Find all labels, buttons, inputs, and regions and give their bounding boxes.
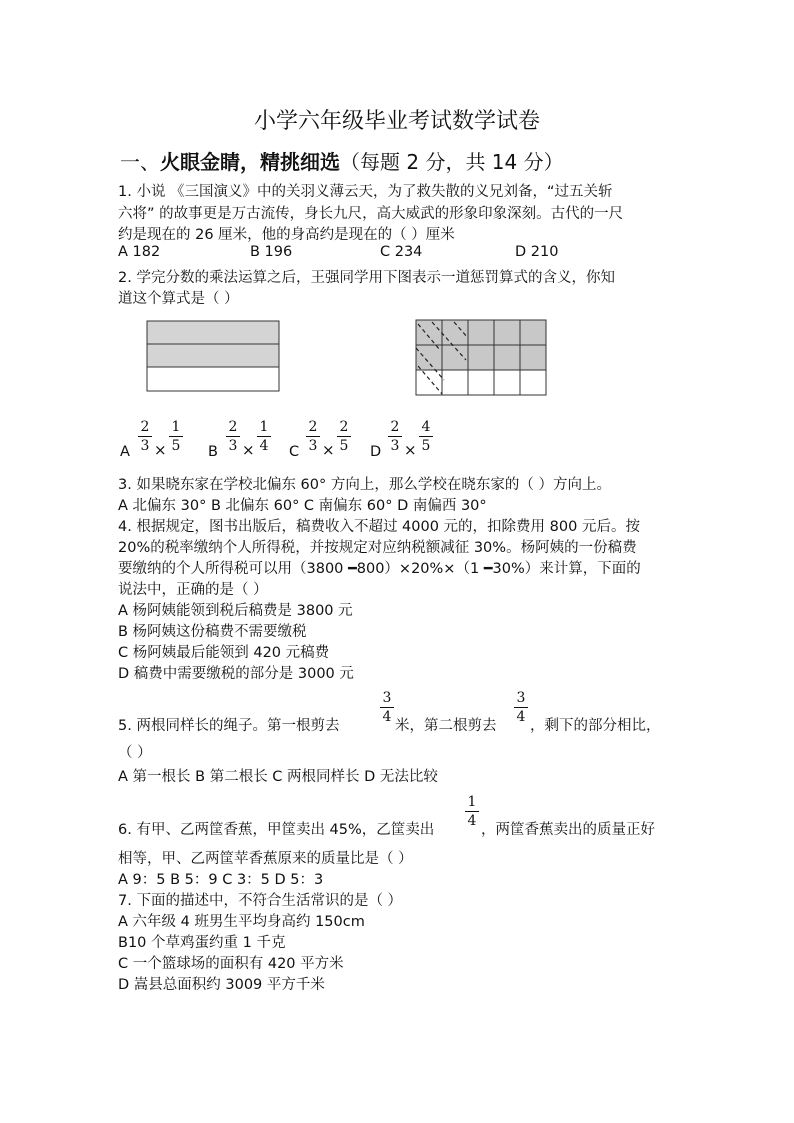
q4-option-a: A 杨阿姨能领到税后稿费是 3800 元 <box>118 603 353 619</box>
section-number: 一、 <box>120 150 160 174</box>
q2-figure-left <box>146 320 282 394</box>
figure-left-row-3 <box>147 367 279 391</box>
q2-line-2: 道这个算式是（ ） <box>118 291 239 307</box>
q2-line-1: 2. 学完分数的乘法运算之后，王强同学用下图表示一道惩罚算式的含义，你知 <box>118 270 615 286</box>
q4-line-4: 说法中，正确的是（ ） <box>118 582 268 598</box>
times-sign: × <box>322 441 335 459</box>
q2-option-c-fraction-2: $\frac{2}{5}$ <box>337 418 351 455</box>
q5-line-2: （ ） <box>118 745 152 761</box>
q4-line-3: 要缴纳的个人所得税可以用（3800 ━800）×20%×（1 ━30%）来计算，下面的 <box>118 561 641 577</box>
q5-options: A 第一根长 B 第二根长 C 两根同样长 D 无法比较 <box>118 769 438 785</box>
q7-line: 7. 下面的描述中，不符合生活常识的是（ ） <box>118 893 403 909</box>
section-heading <box>120 146 564 175</box>
times-sign: × <box>404 441 417 459</box>
q2-option-a-fraction-2: $\frac{1}{5}$ <box>169 418 183 455</box>
times-sign: × <box>242 441 255 459</box>
q6-text-1: 6. 有甲、乙两筐香蕉，甲筐卖出 45%，乙筐卖出 <box>118 822 435 838</box>
q4-line-2: 20%的税率缴纳个人所得税，并按规定对应纳税额减征 30%。杨阿姨的一份稿费 <box>118 540 637 556</box>
section-points: （每题 2 分，共 14 分） <box>340 150 564 174</box>
q1-option-a: A 182 <box>118 244 161 260</box>
q3-line: 3. 如果晓东家在学校北偏东 60° 方向上，那么学校在晓东家的（ ）方向上。 <box>118 477 611 493</box>
figure-left-row-1 <box>147 321 279 344</box>
q7-option-a: A 六年级 4 班男生平均身高约 150cm <box>118 914 365 930</box>
q2-option-a-fraction-1: $\frac{2}{3}$ <box>138 418 152 455</box>
q2-option-b-letter: B <box>208 444 218 460</box>
page-title: 小学六年级毕业考试数学试卷 <box>253 109 540 134</box>
q6-line-2: 相等，甲、乙两筐苹香蕉原来的质量比是（ ） <box>118 851 413 867</box>
q2-option-c-letter: C <box>289 444 300 460</box>
q7-option-d: D 嵩县总面积约 3009 平方千米 <box>118 977 325 993</box>
q2-option-b-fraction-1: $\frac{2}{3}$ <box>226 418 240 455</box>
q5-text-3: ，剩下的部分相比， <box>530 718 661 734</box>
q2-option-d-fraction-2: $\frac{4}{5}$ <box>419 418 433 455</box>
q3-options: A 北偏东 30° B 北偏东 60° C 南偏东 60° D 南偏西 30° <box>118 498 487 514</box>
q4-option-c: C 杨阿姨最后能领到 420 元稿费 <box>118 645 330 661</box>
q7-option-c: C 一个篮球场的面积有 420 平方米 <box>118 956 344 972</box>
q1-line-2: 六将” 的故事更是万古流传，身长九尺，高大威武的形象印象深刻。古代的一尺 <box>118 206 624 222</box>
q5-fraction-2: $\frac{3}{4}$ <box>514 689 528 726</box>
q6-options: A 9：5 B 5：9 C 3：5 D 5：3 <box>118 872 324 888</box>
q2-option-d-letter: D <box>370 444 382 460</box>
q6-fraction: $\frac{1}{4}$ <box>465 793 479 830</box>
figure-left-row-2 <box>147 344 279 367</box>
q1-option-c: C 234 <box>380 244 423 260</box>
q7-option-b: B10 个草鸡蛋约重 1 千克 <box>118 935 286 951</box>
q5-fraction-1: $\frac{3}{4}$ <box>380 689 394 726</box>
q2-option-b-fraction-2: $\frac{1}{4}$ <box>257 418 271 455</box>
q6-text-2: ，两筐香蕉卖出的质量正好 <box>481 822 655 838</box>
q4-line-1: 4. 根据规定，图书出版后，稿费收入不超过 4000 元的，扣除费用 800 元后。按 <box>118 519 640 535</box>
times-sign: × <box>154 441 167 459</box>
q5-text-1: 5. 两根同样长的绳子。第一根剪去 <box>118 718 340 734</box>
q1-option-d: D 210 <box>515 244 559 260</box>
q4-option-d: D 稿费中需要缴税的部分是 3000 元 <box>118 666 354 682</box>
q4-option-b: B 杨阿姨这份稿费不需要缴税 <box>118 624 307 640</box>
section-title: 火眼金睛，精挑细选 <box>160 150 340 174</box>
q1-line-3: 约是现在的 26 厘米，他的身高约是现在的（ ）厘米 <box>118 227 455 243</box>
q2-figure-right <box>414 318 550 398</box>
q2-option-d-fraction-1: $\frac{2}{3}$ <box>388 418 402 455</box>
q5-text-2: 米，第二根剪去 <box>395 718 497 734</box>
q1-option-b: B 196 <box>250 244 293 260</box>
q2-option-c-fraction-1: $\frac{2}{3}$ <box>306 418 320 455</box>
q2-option-a-letter: A <box>120 444 130 460</box>
q1-line-1: 1. 小说 《三国演义》中的关羽义薄云天，为了救失散的义兄刘备，“过五关斩 <box>118 184 613 200</box>
